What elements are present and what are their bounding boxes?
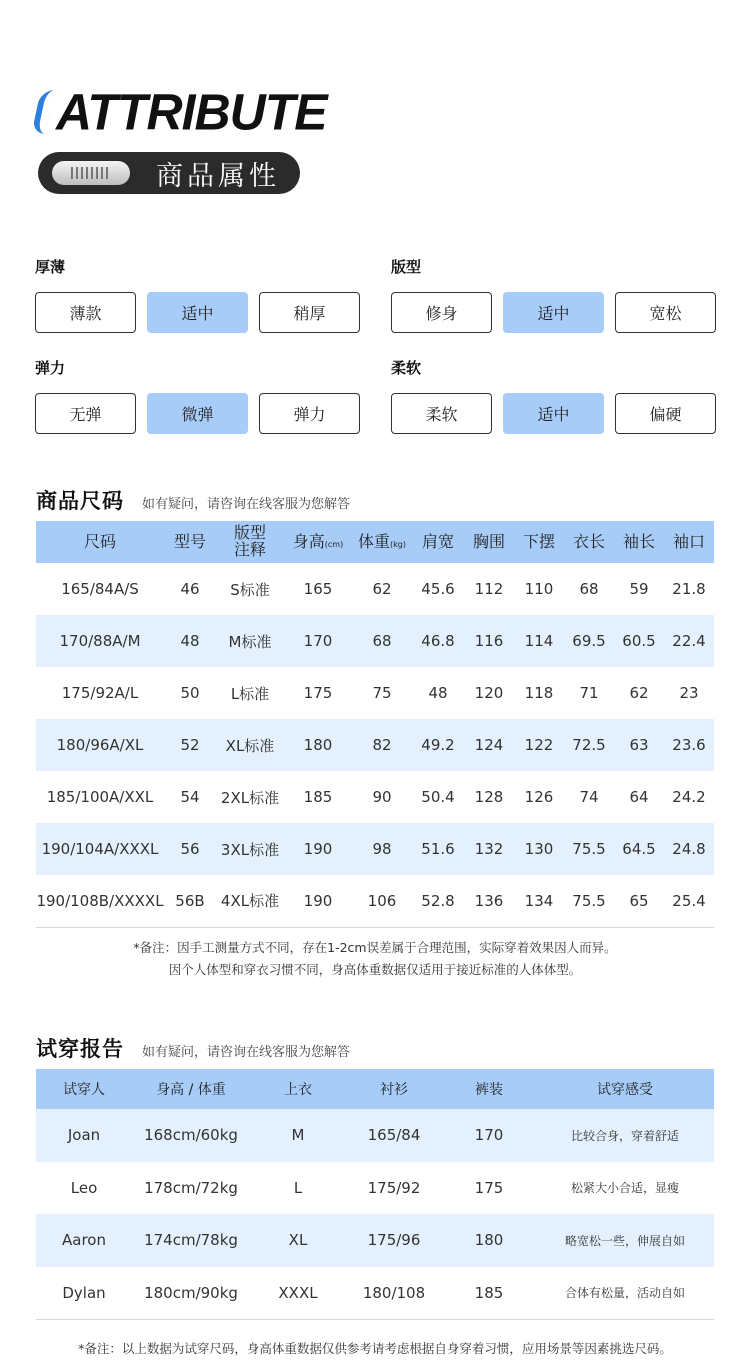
table-cell: 64 [629,788,649,806]
size-note-line2: 因个人体型和穿衣习惯不同，身高体重数据仅适用于接近标准的人体体型。 [168,962,582,977]
table-cell: 130 [514,823,564,875]
toggle-knob-icon [52,161,130,185]
table-cell: 126 [524,788,554,806]
table-row [36,875,714,927]
header-tester: 试穿人 [36,1069,132,1109]
table-cell: 合体有松量，活动自如 [564,1286,685,1300]
table-cell: 175/92 [367,1178,421,1197]
table-cell: 22.4 [664,615,714,667]
table-cell: L [293,1178,303,1197]
attr-option-selected: 微弹 [147,393,248,434]
table-cell: Dylan [62,1283,106,1302]
table-cell: 136 [474,891,504,910]
header-hem: 下摆 [514,521,564,563]
table-cell: 180 [442,1214,536,1267]
table-cell: 23 [679,684,699,702]
table-cell: 4XL标准 [220,892,280,911]
table-cell: 48 [428,684,448,702]
table-cell: 190 [303,891,333,910]
table-cell: 60.5 [614,615,664,667]
attribute-title-text: ATTRIBUTE [56,83,327,141]
table-cell: 180 [284,719,352,771]
attr-option-selected: 适中 [503,292,604,333]
table-cell: 180/108 [362,1283,426,1302]
table-cell: 175/96 [346,1214,442,1267]
table-cell: M标准 [216,615,284,667]
table-cell: 82 [352,719,412,771]
section-pill [38,152,300,194]
header-feel: 试穿感受 [536,1069,714,1109]
table-cell: 174cm/78kg [132,1214,250,1267]
table-cell: 116 [464,615,514,667]
header-model: 型号 [164,521,216,563]
header-pants: 裤装 [442,1069,536,1109]
table-cell: 190 [284,823,352,875]
table-cell: 112 [474,580,504,598]
table-cell: 175 [303,684,333,702]
table-row [36,771,714,823]
table-cell: 56B [175,891,205,910]
table-cell: 65 [629,891,649,910]
header-length: 衣长 [564,521,614,563]
table-cell: XL标准 [216,719,284,771]
table-cell: 68 [579,580,599,598]
table-cell: 114 [514,615,564,667]
header-cuff: 袖口 [664,521,714,563]
table-cell: 56 [164,823,216,875]
table-cell: 168cm/60kg [132,1109,250,1162]
table-cell: 24.8 [664,823,714,875]
size-note [0,937,750,981]
header-shoulder: 肩宽 [412,521,464,563]
table-cell: 3XL标准 [216,823,284,875]
table-cell: 23.6 [664,719,714,771]
table-cell: 175 [474,1178,504,1197]
table-cell: 124 [464,719,514,771]
attr-group-fit [391,256,721,333]
table-cell: 25.4 [672,891,706,910]
table-cell: 24.2 [672,788,706,806]
table-cell: 52.8 [421,891,455,910]
header-top: 上衣 [250,1069,346,1109]
table-cell: 132 [464,823,514,875]
attr-option-selected: 适中 [147,292,248,333]
table-cell: XL [250,1214,346,1267]
table-cell: 54 [180,788,200,806]
table-cell: 128 [474,788,504,806]
attr-group-elasticity [35,357,365,434]
size-header-row [36,521,714,563]
table-cell: Joan [36,1109,132,1162]
table-cell: 165/84 [346,1109,442,1162]
size-section-title [36,485,350,515]
table-cell: M [250,1109,346,1162]
size-note-line1: *备注：因手工测量方式不同，存在1-2cm误差属于合理范围，实际穿着效果因人而异。 [133,940,617,955]
table-cell: 170 [442,1109,536,1162]
table-cell: 75 [372,684,392,702]
table-row [36,667,714,719]
table-cell: 122 [514,719,564,771]
table-cell: 50.4 [421,788,455,806]
table-cell: 45.6 [421,580,455,598]
attr-option: 宽松 [615,292,716,333]
attr-option: 柔软 [391,393,492,434]
table-cell: 120 [474,684,504,702]
table-cell: 72.5 [564,719,614,771]
table-cell: 略宽松一些，伸展自如 [536,1214,714,1267]
attr-label: 版型 [391,258,422,276]
table-cell: 178cm/72kg [144,1178,238,1197]
attr-option: 修身 [391,292,492,333]
attr-option-selected: 适中 [503,393,604,434]
header-size: 尺码 [36,521,164,563]
header-fit: 版型 注释 [216,521,284,563]
table-cell: 48 [164,615,216,667]
table-cell: 46.8 [412,615,464,667]
header-height-weight: 身高 / 体重 [132,1069,250,1109]
table-cell: 185/100A/XXL [46,788,154,806]
table-cell: 74 [579,788,599,806]
trial-header-row [36,1069,714,1109]
header-weight: 体重(kg) [352,521,412,563]
size-table [36,521,714,928]
page-header [0,0,750,210]
header-sleeve: 袖长 [614,521,664,563]
table-cell: 2XL标准 [220,788,280,807]
table-cell: 106 [367,891,397,910]
attr-label: 柔软 [391,359,422,377]
attr-option: 稍厚 [259,292,360,333]
trial-subtitle: 如有疑问，请咨询在线客服为您解答 [142,1045,351,1060]
attr-label: 弹力 [35,359,66,377]
table-cell: 185 [474,1283,504,1302]
table-cell: 71 [579,684,599,702]
table-cell: 松紧大小合适，显瘦 [570,1181,679,1196]
size-title: 商品尺码 [36,489,124,513]
table-row [36,1214,714,1267]
header-shirt: 衬衫 [346,1069,442,1109]
table-row [36,563,714,615]
table-cell: 98 [352,823,412,875]
table-cell: 180/96A/XL [36,719,164,771]
table-cell: 190/108B/XXXXL [36,891,164,910]
table-cell: 59 [629,580,649,598]
table-cell: 51.6 [412,823,464,875]
attr-option: 弹力 [259,393,360,434]
attribute-title [36,84,327,140]
table-cell: 64.5 [614,823,664,875]
table-cell: Leo [70,1178,98,1197]
table-cell: 69.5 [564,615,614,667]
table-cell: 90 [372,788,392,806]
table-row [36,1267,714,1320]
table-cell: 75.5 [572,891,606,910]
table-row [36,1109,714,1162]
attr-label: 厚薄 [35,258,66,276]
trial-table [36,1069,714,1320]
table-cell: 170/88A/M [36,615,164,667]
table-cell: Aaron [36,1214,132,1267]
table-cell: L标准 [230,684,270,703]
table-row [36,823,714,875]
table-cell: 134 [524,891,554,910]
bracket-accent [31,90,54,134]
table-cell: 62 [372,580,392,598]
table-cell: 170 [284,615,352,667]
table-cell: 21.8 [672,580,706,598]
table-cell: 190/104A/XXXL [36,823,164,875]
attr-group-thickness [35,256,365,333]
trial-section-title [36,1033,350,1063]
attr-option: 无弹 [35,393,136,434]
table-cell: 46 [180,580,200,598]
table-cell: 比较合身，穿着舒适 [536,1109,714,1162]
table-row [36,615,714,667]
table-cell: XXXL [278,1283,318,1302]
table-cell: 175/92A/L [61,684,139,702]
table-cell: 62 [629,684,649,702]
trial-note: *备注：以上数据为试穿尺码，身高体重数据仅供参考请考虑根据自身穿着习惯，应用场景等因素挑选尺码。 [78,1341,672,1356]
table-cell: 50 [180,684,200,702]
table-cell: 75.5 [564,823,614,875]
attr-option: 薄款 [35,292,136,333]
attr-option: 偏硬 [615,393,716,434]
table-cell: 52 [164,719,216,771]
header-chest: 胸围 [464,521,514,563]
trial-title: 试穿报告 [36,1037,124,1061]
size-subtitle: 如有疑问，请咨询在线客服为您解答 [142,497,351,512]
table-cell: 185 [303,788,333,806]
attr-group-softness [391,357,721,434]
table-cell: 180cm/90kg [144,1283,238,1302]
table-cell: 165 [303,580,333,598]
table-cell: 49.2 [412,719,464,771]
table-cell: 165/84A/S [61,580,139,598]
table-row [36,719,714,771]
table-cell: 118 [524,684,554,702]
pill-title: 商品属性 [156,160,280,192]
table-cell: 110 [524,580,554,598]
table-cell: 68 [352,615,412,667]
header-height: 身高(cm) [284,521,352,563]
table-row [36,1162,714,1215]
table-cell: S标准 [230,580,270,599]
table-cell: 63 [614,719,664,771]
